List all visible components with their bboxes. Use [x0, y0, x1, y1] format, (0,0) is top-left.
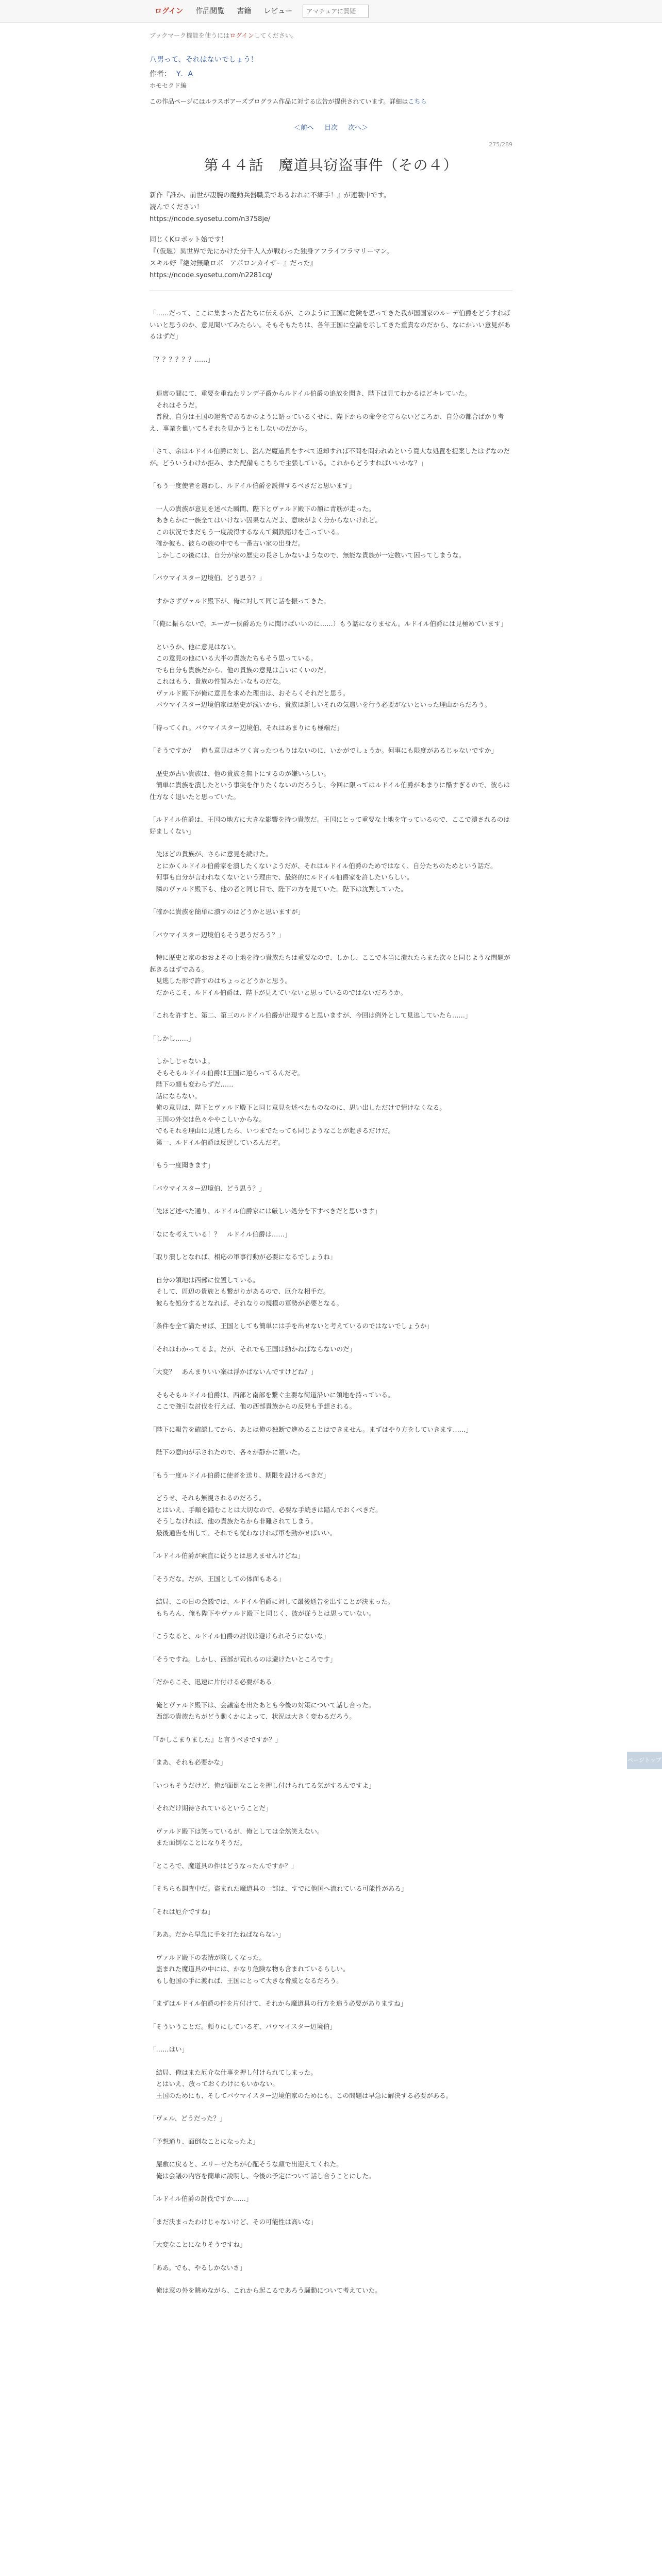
body-paragraph: これはもう、貴族の性質みたいなものだな。	[150, 677, 285, 686]
body-paragraph: 最後通告を出して、それでも従わなければ軍を動かせばいい。	[150, 1529, 337, 1537]
foreword-line: スキル好『絶対無敵ロボ アポロンカイザー』だった』	[150, 259, 317, 267]
body-paragraph	[150, 1217, 512, 1229]
body-paragraph	[150, 1263, 512, 1275]
body-paragraph: というか、他に意見はない。	[150, 642, 240, 651]
foreword-line	[150, 225, 512, 234]
body-paragraph: とはいえ、放っておくわけにもいかない。	[150, 2080, 279, 2088]
foreword-line: 新作『誰か、前世が凄腕の魔動兵器職業であるおれに不細手！』が連載中です。	[150, 192, 390, 199]
body-paragraph: そもそもルドイル伯爵は、西部と南部を繋ぐ主要な街道沿いに領地を持っている。	[150, 1391, 394, 1399]
body-paragraph	[150, 2251, 512, 2262]
body-paragraph	[150, 561, 512, 572]
body-paragraph	[150, 1022, 512, 1033]
series-title-link[interactable]: 八男って、それはないでしょう！	[150, 56, 258, 64]
body-paragraph: 「ああ。でも、やるしかないさ」	[150, 2263, 246, 2272]
ad-warning-text: この作品ページにはルラスボアーズプログラム作品に対する広告が提供されています。詳細は	[150, 98, 408, 105]
body-paragraph: 「もう一度使者を遣わし、ルドイル伯爵を説得するべきだと思います」	[150, 482, 356, 490]
body-paragraph: 俺は会議の内容を簡単に説明し、今後の予定について話し合うことにした。	[150, 2172, 375, 2180]
works-link[interactable]: 作品閲覧	[195, 7, 225, 15]
body-paragraph	[150, 1459, 512, 1470]
body-paragraph: 俺は窓の外を眺めながら、これから起こるであろう騒動について考えていた。	[150, 2286, 382, 2295]
body-paragraph	[150, 803, 512, 814]
body-paragraph	[150, 365, 512, 377]
body-paragraph: 見逃した形で許すのはちょっとどうかと思う。	[150, 977, 292, 985]
body-paragraph	[150, 1332, 512, 1344]
body-paragraph: そうしなければ、他の貴族たちから非難されてしまう。	[150, 1517, 318, 1526]
body-paragraph: それはそうだ。	[150, 401, 202, 409]
login-link[interactable]: ログイン	[155, 7, 184, 15]
body-paragraph	[150, 2056, 512, 2067]
top-nav-items	[150, 0, 369, 23]
chapter-body	[150, 308, 512, 2297]
body-paragraph	[150, 469, 512, 480]
ad-warning-link[interactable]: こちら	[408, 98, 427, 105]
body-paragraph	[150, 1849, 512, 1860]
top-navigation-bar	[0, 0, 662, 23]
body-paragraph	[150, 584, 512, 596]
body-paragraph	[150, 2102, 512, 2113]
index-link[interactable]: 目次	[324, 124, 338, 132]
author-label: 作者：	[150, 70, 171, 78]
body-paragraph	[150, 2125, 512, 2136]
bookmark-login-link[interactable]: ログイン	[229, 32, 254, 39]
author-name-link[interactable]: Y．A	[176, 70, 193, 78]
foreword-line: 同じくKロボット始です！	[150, 236, 228, 244]
body-paragraph	[150, 895, 512, 906]
body-paragraph	[150, 1044, 512, 1056]
bookmark-notice	[150, 31, 512, 40]
body-paragraph: 「ルドイル伯爵が素直に従うとは思えませんけどね」	[150, 1552, 304, 1560]
body-paragraph: だからこそ、ルドイル伯爵は、陛下が見えていないと思っているのではないだろうか。	[150, 988, 407, 996]
body-paragraph	[150, 630, 512, 641]
body-paragraph	[150, 1240, 512, 1251]
body-paragraph: 「バウマイスター辺境伯もそう思うだろう？」	[150, 930, 285, 939]
body-paragraph: 「さて、余はルドイル伯爵に対し、盗んだ魔道具をすべて返却すれば不問を問われぬという寛大な処置を提案したはずなのだが。どういうわけか拒み、また配備もこちらで主張している。これからどうすればいいかな？」	[150, 447, 510, 467]
body-paragraph	[150, 2147, 512, 2159]
body-paragraph	[150, 1665, 512, 1676]
prev-chapter-link[interactable]: ＜前へ	[293, 124, 314, 132]
body-paragraph: この意見の他にいる大半の貴族たちもそう思っている。	[150, 654, 318, 663]
body-paragraph	[150, 1355, 512, 1366]
body-paragraph: 普段、自分は王国の運営であるかのように語っているくせに、陛下からの命令を守らないどころか、自分の都合ばかり考え、事業を働いてもそれを見かうともしないのだから。	[150, 413, 504, 432]
body-paragraph: 「これを許すと、第二、第三のルドイル伯爵が出現すると思いますが、今回は例外として見逃していたら……」	[150, 1011, 472, 1020]
body-paragraph: ヴァルド殿下が俺に意見を求めた理由は、おそらくそれだと思う。	[150, 689, 350, 697]
body-paragraph: そして、周辺の貴族とも繋がりがあるので、厄介な相手だ。	[150, 1287, 330, 1296]
body-paragraph: しかしじゃないよ。	[150, 1057, 214, 1065]
body-paragraph	[150, 434, 512, 446]
body-paragraph: すかさずヴァルド殿下が、俺に対して同じ話を振ってきた。	[150, 597, 330, 605]
body-paragraph: 「そうだな。だが、王国としての体面もある」	[150, 1574, 285, 1583]
body-paragraph: 陛下の顔も変わらずだ……	[150, 1080, 234, 1089]
search-input[interactable]	[303, 5, 369, 18]
body-paragraph: 西部の貴族たちがどう動くかによって、状況は大きく変わるだろう。	[150, 1713, 356, 1721]
body-paragraph: 「そちらも調査中だ。盗まれた魔道具の一部は、すでに他国へ流れている可能性がある」	[150, 1885, 408, 1893]
body-paragraph	[150, 1413, 512, 1424]
body-paragraph: 「取り潰しとなれば、相応の軍事行動が必要になるでしょうね」	[150, 1253, 337, 1261]
body-paragraph	[150, 1619, 512, 1631]
body-paragraph: バウマイスター辺境伯家は歴史が浅いから、貴族は新しいそれの気遣いを行う必要がないといった理由からだろう。	[150, 701, 491, 709]
body-paragraph: 「もう一度聞きます」	[150, 1161, 214, 1170]
body-paragraph	[150, 918, 512, 929]
body-paragraph	[150, 2182, 512, 2193]
body-paragraph: 結局、俺はまた厄介な仕事を押し付けられてしまった。	[150, 2068, 318, 2076]
main-content	[150, 31, 512, 2297]
body-paragraph: 「先ほど述べた通り、ルドイル伯爵家には厳しい処分を下すべきだと思います」	[150, 1207, 382, 1215]
body-paragraph: 「条件を全て満たせば、王国としても簡単には手を出せないと考えているのではないでしょうか」	[150, 1322, 434, 1330]
body-paragraph: 特に歴史と家のおおよその土地を持つ貴族たちは重要なので、しかし、ここで本当に潰れたらまた次々と同じような問題が起きるはずである。	[150, 954, 510, 973]
next-chapter-link[interactable]: 次へ＞	[348, 124, 369, 132]
body-paragraph	[150, 343, 512, 354]
body-paragraph: 「いつもそうだけど、俺が面倒なことを押し付けられてる気がするんですよ」	[150, 1781, 375, 1789]
chapter-title: 第４４話 魔道具窃盗事件（その４）	[204, 157, 458, 174]
body-paragraph: 確か彼も、彼らの族の中でも一番古い家の出身だ。	[150, 539, 305, 548]
body-paragraph: 「もう一度ルドイル伯爵に使者を送り、期限を設けるべきだ」	[150, 1471, 330, 1479]
body-paragraph: あきらかに一族全てはいけない因果なんだよ、意味がよく分からないけれど。	[150, 516, 382, 524]
body-paragraph	[150, 757, 512, 768]
body-paragraph: 「バウマイスター辺境伯、どう思う？」	[150, 1184, 266, 1192]
body-paragraph	[150, 1309, 512, 1320]
body-paragraph	[150, 1435, 512, 1447]
body-paragraph	[150, 2205, 512, 2216]
body-paragraph: 話にならない。	[150, 1092, 202, 1100]
body-paragraph: 一人の貴族が意見を述べた瞬間、陛下とヴァルド殿下の額に青筋が走った。	[150, 504, 375, 513]
body-paragraph: でも自分も貴族だから、他の貴族の意見は言いにくいのだ。	[150, 666, 330, 674]
body-paragraph	[150, 734, 512, 745]
body-paragraph: 「それは厄介ですね」	[150, 1907, 214, 1916]
body-paragraph: 「そうですか？ 俺も意見はキツく言ったつもりはないのに、いかがでしょうか。何事にも限度があるじゃないですか」	[150, 747, 498, 755]
body-paragraph: また面倒なことになりそうだ。	[150, 1839, 246, 1847]
body-paragraph	[150, 2010, 512, 2021]
body-paragraph	[150, 2274, 512, 2285]
body-paragraph: もし他国の手に渡れば、王国にとって大きな脅威となるだろう。	[150, 1976, 343, 1985]
foreword-line[interactable]: https://ncode.syosetu.com/n3758je/	[150, 215, 271, 223]
body-paragraph: どうせ、それも無視されるのだろう。	[150, 1494, 266, 1502]
body-paragraph	[150, 607, 512, 618]
body-paragraph: 「ルドイル伯爵は、王国の地方に大きな影響を持つ貴族だ。王国にとって重要な土地を守っているので、ここで潰されるのは好ましくない」	[150, 816, 510, 835]
body-paragraph: 「こうなると、ルドイル伯爵の討伐は避けられそうにないな」	[150, 1632, 330, 1640]
body-paragraph: 俺とヴァルド殿下は、会議室を出たあとも今後の対策について話し合った。	[150, 1701, 375, 1709]
body-paragraph: 何事も自分が言われなくないという理由で、最終的にルドイル伯爵家を許したいらしい。	[150, 873, 413, 882]
body-paragraph: 「だからこそ、迅速に片付ける必要がある」	[150, 1678, 278, 1686]
body-paragraph: 自分の領地は西部に位置している。	[150, 1276, 259, 1284]
body-paragraph: とはいえ、手順を踏むことは大切なので、必要な手続きは踏んでおくべきだ。	[150, 1505, 382, 1514]
body-paragraph: 「ああ。だから早急に手を打たねばならない」	[150, 1930, 285, 1939]
foreword-line: 読んでください！	[150, 203, 204, 211]
series-subtitle: ホモセクド編	[150, 82, 187, 89]
body-paragraph: 俺の意見は、陛下とヴァルド殿下と同じ意見を述べたものなのに、思い出しただけで情けなくなる。	[150, 1104, 446, 1112]
body-paragraph: 「『かしこまりました』と言うべきですか？」	[150, 1735, 282, 1743]
body-paragraph	[150, 998, 512, 1010]
body-paragraph: 「バウマイスター辺境伯、どう思う？」	[150, 574, 266, 582]
body-paragraph	[150, 711, 512, 722]
body-paragraph	[150, 1791, 512, 1803]
chapter-pager	[150, 122, 512, 132]
body-paragraph: 歴史が古い貴族は、他の貴族を無下にするのが嫌いらしい。	[150, 769, 330, 777]
body-paragraph	[150, 1941, 512, 1952]
body-paragraph: 「しかし……」	[150, 1034, 195, 1042]
body-paragraph	[150, 1872, 512, 1883]
body-paragraph	[150, 1688, 512, 1700]
body-paragraph	[150, 1378, 512, 1389]
body-paragraph: 「（俺に振らないで。エーガー侯爵あたりに聞けばいいのに……）もう話になりません。ルドイル伯爵には見極めています」	[150, 620, 507, 628]
body-paragraph	[150, 1895, 512, 1906]
review-link[interactable]: レビュー	[263, 7, 293, 15]
body-paragraph: しかしこの後には、自分が家の歴史の長さしかないようなので、無能な貴族が一定数いて困ってしまうな。	[150, 551, 466, 559]
body-paragraph: もちろん、俺も陛下やヴァルド殿下と同じく、彼が従うとは思っていない。	[150, 1609, 375, 1617]
ad-warning	[150, 97, 512, 106]
author-line	[150, 69, 512, 79]
foreword-section	[150, 190, 512, 291]
body-paragraph	[150, 1987, 512, 1998]
body-paragraph	[150, 1815, 512, 1826]
body-paragraph	[150, 1194, 512, 1206]
body-paragraph: ここで強引な討伐を行えば、他の西部貴族からの反発も予想される。	[150, 1402, 356, 1411]
body-paragraph: 「それはわかってるよ。だが、それでも王国は動かねばならないのだ」	[150, 1345, 356, 1353]
body-paragraph	[150, 2228, 512, 2239]
body-paragraph: 「待ってくれ。バウマイスター辺境伯、それはあまりにも極端だ」	[150, 723, 343, 732]
body-paragraph: 「？？？？？？……」	[150, 355, 214, 363]
foreword-line[interactable]: https://ncode.syosetu.com/n2281cq/	[150, 271, 273, 279]
bookmark-notice-text: ブックマーク機能を使うには	[150, 32, 230, 39]
page-top-button[interactable]: ページトップへ	[627, 1752, 662, 1769]
body-paragraph	[150, 1769, 512, 1780]
body-paragraph: 王国の外交は色々ややこしいからな。	[150, 1115, 266, 1123]
body-paragraph: でもそれを理由に見逃したら、いつまでたっても同じようなことが起きるだけだ。	[150, 1127, 395, 1135]
body-paragraph: 「……はい」	[150, 2045, 189, 2054]
body-paragraph: 先ほどの貴族が、さらに意見を続けた。	[150, 850, 272, 858]
body-paragraph	[150, 837, 512, 849]
body-paragraph	[150, 1172, 512, 1183]
body-paragraph: 第一、ルドイル伯爵は反逆しているんだぞ。	[150, 1138, 285, 1146]
body-paragraph: 隣のヴァルド殿下も、他の者と同じ目で、陛下の方を見ていた。陛下は沈黙していた。	[150, 885, 407, 893]
body-paragraph: 「ルドイル伯爵の討伐ですか……」	[150, 2195, 253, 2203]
body-paragraph: 「なにを考えている！？ ルドイル伯爵は……」	[150, 1230, 291, 1238]
body-paragraph: ヴァルド殿下の表情が険しくなった。	[150, 1953, 266, 1961]
body-paragraph: 「まあ、それも必要かな」	[150, 1758, 227, 1767]
body-paragraph	[150, 1539, 512, 1550]
body-paragraph	[150, 1642, 512, 1654]
body-paragraph: 王国のためにも、そしてバウマイスター辺境伯家のためにも、この問題は早急に解決する必要がある。	[150, 2091, 453, 2099]
body-paragraph: 「そうですね。しかし、西部が荒れるのは避けたいところです」	[150, 1655, 337, 1663]
body-paragraph	[150, 492, 512, 503]
body-paragraph: 彼らを処分するとなれば、それなりの規模の軍勢が必要となる。	[150, 1299, 343, 1307]
body-paragraph: 「陛下に報告を確認してから、あとは俺の独断で進めることはできません。まずはやり方をしていきます……」	[150, 1425, 472, 1433]
body-paragraph: 「大変なことになりそうですね」	[150, 2241, 246, 2249]
body-paragraph: とにかくルドイル伯爵家を潰したくないようだが、それはルドイル伯爵のためではなく、自分たちのためという話だ。	[150, 861, 497, 870]
body-paragraph	[150, 1745, 512, 1757]
body-paragraph: 「そういうことだ。頼りにしているぞ、バウマイスター辺境伯」	[150, 2022, 336, 2030]
body-paragraph	[150, 1723, 512, 1734]
body-paragraph	[150, 1918, 512, 1929]
body-paragraph: 簡単に貴族を潰したという事実を作りたくないのだろうし、今回に限ってはルドイル伯爵があまりに酷すぎるので、彼らは仕方なく退いたと思っていた。	[150, 781, 510, 801]
body-paragraph: 「ところで、魔道具の件はどうなったんですか？」	[150, 1861, 298, 1870]
body-paragraph: 「確かに貴族を簡単に潰すのはどうかと思いますが」	[150, 908, 305, 916]
body-paragraph: ヴァルド殿下は笑っているが、俺としては全然笑えない。	[150, 1827, 324, 1835]
body-paragraph	[150, 377, 512, 388]
body-paragraph	[150, 941, 512, 952]
body-paragraph	[150, 1148, 512, 1160]
body-paragraph: 結局、この日の会議では、ルドイル伯爵に対して最後通告を出すことが決まった。	[150, 1598, 394, 1606]
body-paragraph: 屋敷に戻ると、エリーゼたちが心配そうな顔で出迎えてくれた。	[150, 2160, 343, 2168]
body-paragraph: 「予想通り、面倒なことになったよ」	[150, 2137, 259, 2145]
foreword-line: 『（仮題）異世界で先にかけた分千人入が戦わった独身アフライフラマリーマン。	[150, 248, 393, 256]
body-paragraph	[150, 1481, 512, 1493]
body-paragraph	[150, 1585, 512, 1596]
body-paragraph: 「それだけ期待されているということだ」	[150, 1804, 272, 1812]
body-paragraph: 退席の間にて、重要を重ねたリンデ子爵からルドイル伯爵の追放を聞き、陛下は見てわかるほどキレていた。	[150, 389, 471, 398]
body-paragraph	[150, 2032, 512, 2044]
body-paragraph: 盗まれた魔道具の中には、かなり危険な物も含まれているらしい。	[150, 1965, 350, 1973]
page-number: 275/289	[489, 141, 512, 148]
body-paragraph: この状況でまだもう一度説得するなんて鋼鉄賭けを言っている。	[150, 528, 343, 536]
body-paragraph: 「……だって、ここに集まった者たちに伝えるが、このように王国に危険を思ってきた我が国国家のルーデ伯爵をどうすればいいと思うのか、意見聞いてみたらい。そもそもたちは、各年王国に空論を示してきた重責なのだから、なにかいい意見があるはずだ」	[150, 309, 511, 341]
favorite-link[interactable]: 書籍	[237, 7, 252, 15]
body-paragraph: そもそもルドイル伯爵は王国に逆らってるんだぞ。	[150, 1069, 304, 1077]
body-paragraph	[150, 1562, 512, 1573]
bookmark-notice-tail: してください。	[254, 32, 297, 39]
body-paragraph: 「大変？ あんまりいい案は浮かばないんですけどね？」	[150, 1368, 318, 1376]
body-paragraph: 「まだ決まったわけじゃないけど、その可能性は高いな」	[150, 2217, 318, 2226]
body-paragraph: 「ヴェル、どうだった？」	[150, 2114, 226, 2123]
body-paragraph: 陛下の意向が示されたので、各々が静かに頷いた。	[150, 1448, 304, 1456]
body-paragraph: 「まずはルドイル伯爵の件を片付けて、それから魔道具の行方を追う必要がありますね」	[150, 1999, 407, 2008]
